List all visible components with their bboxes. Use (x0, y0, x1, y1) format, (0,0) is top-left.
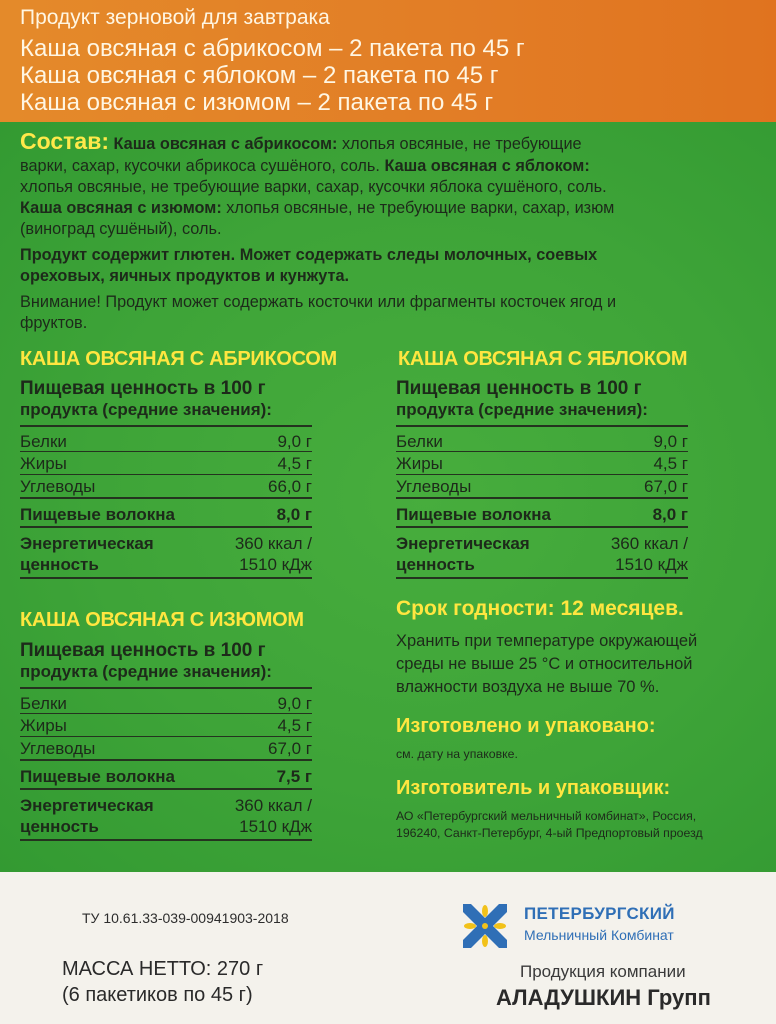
composition-text: варки, сахар, кусочки абрикоса сушёного, соль. (20, 157, 385, 175)
mill-logo-icon (457, 898, 513, 954)
energy-kcal: 360 ккал / (234, 534, 312, 553)
manufacturer-line-1: АО «Петербургский мельничный комбинат», Россия, (396, 809, 697, 823)
composition-raisin-name: Каша овсяная с изюмом: (20, 199, 222, 217)
row-value: 8,0 г (276, 505, 312, 524)
tu-code: ТУ 10.61.33-039-00941903-2018 (82, 910, 289, 926)
energy-label: ценность (20, 555, 99, 574)
table-divider (20, 577, 312, 579)
table-divider (20, 713, 312, 714)
table-header-2: продукта (средние значения): (20, 400, 272, 419)
storage-line-3: влажности воздуха не выше 70 %. (396, 678, 660, 696)
allergen-line-1: Продукт содержит глютен. Может содержать следы молочных, соевых (20, 246, 598, 264)
allergen-line-2: ореховых, яичных продуктов и кунжута. (20, 267, 350, 285)
apple-table-title: КАША ОВСЯНАЯ С ЯБЛОКОМ (398, 348, 688, 370)
row-label: Углеводы (396, 477, 472, 496)
energy-kj: 1510 кДж (615, 555, 688, 574)
table-divider (20, 451, 312, 452)
energy-label: Энергетическая (396, 534, 530, 553)
row-value: 66,0 г (267, 477, 312, 496)
table-divider (396, 474, 688, 475)
table-header-2: продукта (средние значения): (396, 400, 648, 419)
composition-line-2 (20, 156, 590, 177)
composition-raisin-text: хлопья овсяные, не требующие варки, сахар, изюм (221, 199, 615, 217)
table-divider (20, 474, 312, 475)
energy-kj: 1510 кДж (239, 817, 312, 836)
row-label: Белки (20, 432, 67, 451)
storage-line-2: среды не выше 25 °С и относительной (396, 655, 693, 673)
table-divider (20, 687, 312, 689)
row-label: Пищевые волокна (20, 505, 175, 524)
table-divider (396, 451, 688, 452)
variant-apple: Каша овсяная с яблоком – 2 пакета по 45 г (20, 62, 499, 89)
composition-apple-name: Каша овсяная с яблоком: (384, 157, 590, 175)
row-value: 9,0 г (277, 694, 312, 713)
composition-line-4 (20, 198, 614, 219)
production-date-title: Изготовлено и упаковано: (396, 715, 656, 737)
raisin-nutrition-table (20, 640, 312, 840)
table-divider (396, 526, 688, 528)
table-divider (396, 425, 688, 427)
table-divider (20, 526, 312, 528)
row-value: 8,0 г (652, 505, 688, 524)
energy-kj: 1510 кДж (239, 555, 312, 574)
row-label: Пищевые волокна (20, 767, 175, 786)
table-header-1: Пищевая ценность в 100 г (20, 640, 266, 661)
energy-label: Энергетическая (20, 534, 154, 553)
row-label: Углеводы (20, 739, 96, 758)
warning-line-1: Внимание! Продукт может содержать косточки или фрагменты косточек ягод и (20, 293, 617, 311)
row-label: Белки (396, 432, 443, 451)
product-type: Продукт зерновой для завтрака (20, 6, 330, 29)
shelf-life-title: Срок годности: 12 месяцев. (396, 597, 684, 620)
energy-label: ценность (396, 555, 475, 574)
info-panel (0, 122, 776, 872)
table-divider (20, 425, 312, 427)
row-label: Жиры (20, 716, 67, 735)
energy-kcal: 360 ккал / (234, 796, 312, 815)
variant-raisin: Каша овсяная с изюмом – 2 пакета по 45 г (20, 89, 494, 116)
composition-line-5: (виноград сушёный), соль. (20, 220, 222, 238)
variant-apricot: Каша овсяная с абрикосом – 2 пакета по 45 г (20, 35, 525, 62)
table-divider (20, 736, 312, 737)
row-label: Пищевые волокна (396, 505, 551, 524)
table-divider (396, 497, 688, 499)
energy-label: ценность (20, 817, 99, 836)
net-weight-detail: (6 пакетиков по 45 г) (62, 984, 253, 1006)
table-header-2: продукта (средние значения): (20, 662, 272, 681)
net-weight: МАССА НЕТТО: 270 г (62, 958, 264, 980)
apricot-nutrition-table (20, 378, 312, 578)
table-header-1: Пищевая ценность в 100 г (20, 378, 266, 399)
apple-nutrition-table (396, 378, 688, 578)
energy-label: Энергетическая (20, 796, 154, 815)
warning-line-2: фруктов. (20, 314, 88, 332)
row-value: 4,5 г (277, 454, 312, 473)
row-value: 67,0 г (643, 477, 688, 496)
composition-line-1 (20, 128, 582, 155)
composition-apricot-text: хлопья овсяные, не требующие (337, 135, 582, 153)
row-value: 7,5 г (276, 767, 312, 786)
row-label: Жиры (396, 454, 443, 473)
energy-kcal: 360 ккал / (610, 534, 688, 553)
composition-label: Состав: (20, 128, 110, 154)
apricot-table-title: КАША ОВСЯНАЯ С АБРИКОСОМ (20, 348, 337, 370)
storage-line-1: Хранить при температуре окружающей (396, 632, 698, 650)
table-header-1: Пищевая ценность в 100 г (396, 378, 642, 399)
table-divider (20, 788, 312, 790)
row-value: 9,0 г (653, 432, 688, 451)
manufacturer-line-2: 196240, Санкт-Петербург, 4-ый Предпортовый проезд (396, 826, 703, 840)
product-header (0, 0, 776, 122)
manufacturer-title: Изготовитель и упаковщик: (396, 777, 671, 799)
logo-subtitle: Мельничный Комбинат (524, 927, 674, 943)
composition-line-3: хлопья овсяные, не требующие варки, сахар, кусочки яблока сушёного, соль. (20, 178, 607, 196)
table-divider (20, 759, 312, 761)
row-value: 4,5 г (277, 716, 312, 735)
row-value: 4,5 г (653, 454, 688, 473)
row-label: Углеводы (20, 477, 96, 496)
row-label: Жиры (20, 454, 67, 473)
composition-apricot-name: Каша овсяная с абрикосом: (113, 135, 338, 153)
raisin-table-title: КАША ОВСЯНАЯ С ИЗЮМОМ (20, 609, 304, 631)
row-label: Белки (20, 694, 67, 713)
company-name: АЛАДУШКИН Групп (496, 985, 711, 1010)
logo-name: ПЕТЕРБУРГСКИЙ (524, 904, 675, 923)
table-divider (20, 497, 312, 499)
table-divider (396, 577, 688, 579)
production-date-text: см. дату на упаковке. (396, 747, 518, 761)
company-prefix: Продукция компании (520, 962, 686, 981)
table-divider (20, 839, 312, 841)
row-value: 9,0 г (277, 432, 312, 451)
row-value: 67,0 г (267, 739, 312, 758)
